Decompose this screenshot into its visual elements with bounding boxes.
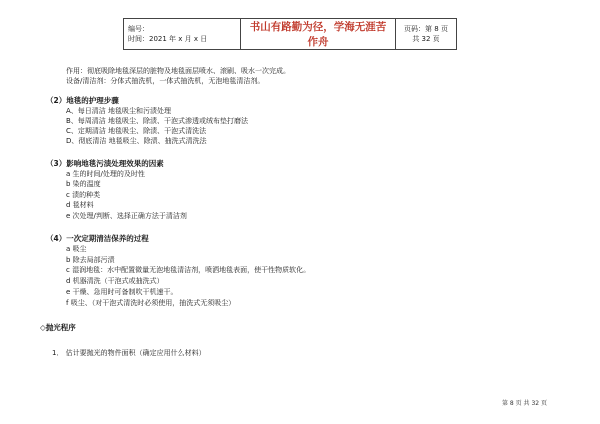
- equipment-text: 设备/清洁剂：分体式抽洗机，一体式抽洗机，无泡地毯清洁剂。: [66, 77, 265, 85]
- polish-step-1: 1． 估计要抛光的物件面积（确定应用什么材料）: [52, 349, 206, 357]
- list-item: D、彻底清洁 地毯吸尘、除渍、抽洗式清洗法: [66, 137, 207, 145]
- list-item: c 渍的种类: [66, 191, 101, 199]
- header-meta: [124, 19, 241, 50]
- effect-text: 作用：彻底吸除地毯深层的脏物及地毯面层喷水、滚刷、吸水一次完成。: [66, 67, 290, 75]
- list-item: B、每周清洁 地毯吸尘、除渍、干泡式渗透或绒布垫打磨法: [66, 117, 249, 125]
- list-item: A、每日清洁 地毯吸尘和污渍处理: [66, 107, 172, 115]
- section-2-title: （2）地毯的护理步骤: [46, 96, 119, 105]
- number-label: 编号：: [128, 25, 149, 33]
- list-item: d 毯材料: [66, 201, 94, 209]
- list-item: d 机器清洗（干泡式或抽洗式）: [66, 277, 164, 285]
- list-item: a 吸尘: [66, 245, 87, 253]
- section-4-title: （4）一次定期清洁保养的过程: [46, 234, 149, 243]
- list-item: a 生的时间/处理的及时性: [66, 170, 145, 178]
- polish-title: ◇抛光程序: [40, 323, 76, 332]
- list-item: c 湿润地毯：水中配置微量无泡地毯清洁剂，喷洒地毯表面，使干性物质软化。: [66, 266, 311, 274]
- list-item: b 染的温度: [66, 180, 101, 188]
- footer-page-number: 第 8 页 共 32 页: [502, 400, 547, 407]
- list-item: f 吸尘、（对干泡式清洗时必须使用，抽洗式无须吸尘）: [66, 299, 236, 307]
- page-label: 页码：第 8 页 共 32 页: [396, 19, 457, 50]
- list-item: C、定期清洁 地毯吸尘、除渍、干泡式清洗法: [66, 127, 207, 135]
- list-item: e 干燥、急用时可备制吹干机速干。: [66, 288, 178, 296]
- time-label: 时间：2021 年 x 月 x 日: [128, 35, 208, 43]
- page-header: [123, 18, 457, 50]
- motto: 书山有路勤为径，学海无涯苦作舟: [241, 19, 396, 50]
- section-3-title: （3）影响地毯污渍处理效果的因素: [46, 159, 164, 168]
- list-item: e 次处理/判断、选择正确方法于清洁剂: [66, 212, 187, 220]
- list-item: b 除去局部污渍: [66, 256, 115, 264]
